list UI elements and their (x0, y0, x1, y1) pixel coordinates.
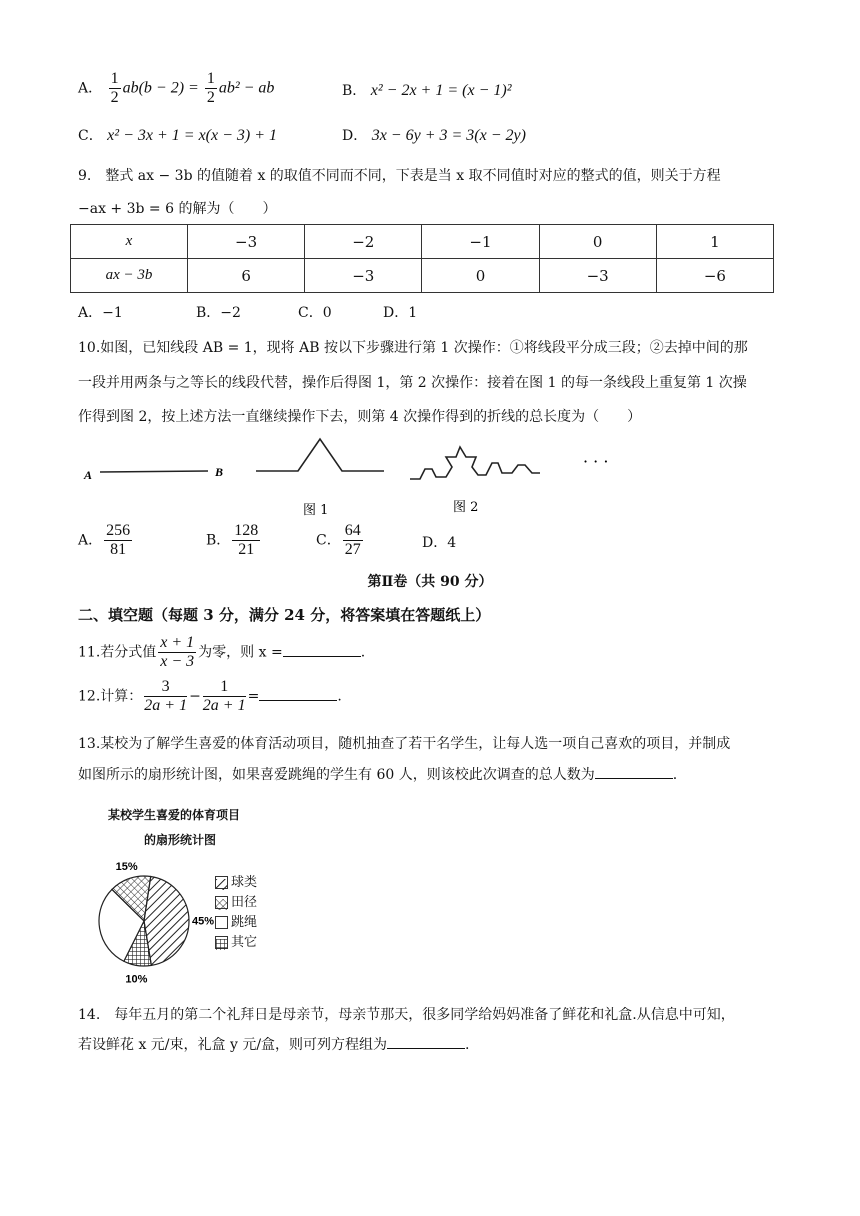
table-header-x: x (71, 225, 188, 259)
slice-label: 45% (191, 915, 215, 928)
q9-line2: −ax + 3b = 6 的解为（ ） (78, 201, 277, 217)
q9-option-d: D．1 (383, 305, 418, 321)
q9-option-b: B．−2 (196, 305, 241, 321)
table-cell: −3 (188, 225, 305, 259)
label-b: B (215, 465, 224, 479)
q8a-fraction: $\frac{1}{2}$ (110, 70, 119, 106)
q11: 11.若分式值 $\frac{x + 1}{x - 3}$ 为零，则 x = . (78, 634, 366, 670)
q8-option-c: C． x² − 3x + 1 = x(x − 3) + 1 (78, 127, 278, 144)
q12: 12.计算： $\frac{3}{2a + 1}$ − $\frac{1}{2a + 1}$ = . (78, 678, 342, 714)
q14-answer-blank[interactable] (387, 1034, 465, 1049)
q10-line3: 作得到图 2，按上述方法一直继续操作下去，则第 4 次操作得到的折线的总长度为（ ） (78, 409, 642, 425)
q10-line2: 一段并用两条与之等长的线段代替，操作后得图 1，第 2 次操作：接着在图 1 的每一条线段上重复第 1 次操 (78, 375, 747, 391)
table-cell: −1 (422, 225, 539, 259)
q10-figure (70, 425, 650, 520)
part2-title: 第Ⅱ卷（共 90 分） (367, 574, 493, 590)
q12-answer-blank[interactable] (259, 686, 337, 701)
table-cell: 1 (656, 225, 773, 259)
slice-label: 15% (115, 860, 138, 873)
continuation-dots: · · · (583, 452, 609, 471)
q13-line2: 如图所示的扇形统计图，如果喜爱跳绳的学生有 60 人，则该校此次调查的总人数为 . (78, 764, 677, 784)
figure-2-label: 图 2 (453, 500, 479, 515)
table-header-expr: ax − 3b (71, 259, 188, 293)
table-cell: −3 (305, 259, 422, 293)
legend-item: 其它 (215, 933, 257, 953)
q10-option-c: C． $\frac{64}{27}$ (316, 522, 361, 558)
legend-item: 跳绳 (215, 913, 257, 933)
q14-line1: 14. 每年五月的第二个礼拜日是母亲节，母亲节那天，很多同学给妈妈准备了鲜花和礼盒.从信息中可知， (78, 1007, 735, 1023)
q14-line2: 若设鲜花 x 元/束，礼盒 y 元/盒，则可列方程组为 . (78, 1034, 470, 1054)
segment-ab (100, 471, 208, 472)
q9-line1: 9. 整式 ax − 3b 的值随着 x 的取值不同而不同，下表是当 x 取不同值时对应的整式的值，则关于方程 (78, 168, 721, 184)
legend-item: 田径 (215, 893, 257, 913)
table-row (71, 259, 774, 293)
q8-option-b: B． x² − 2x + 1 = (x − 1)² (342, 82, 512, 99)
q13-answer-blank[interactable] (595, 764, 673, 779)
legend-item: 球类 (215, 873, 257, 893)
figure-2-curve (410, 447, 540, 479)
q9-option-a: A．−1 (78, 305, 123, 321)
chart-legend (215, 873, 257, 953)
chart-title: 某校学生喜爱的体育项目 (108, 808, 241, 822)
label-a: A (84, 468, 93, 482)
q10-option-b: B． $\frac{128}{21}$ (206, 522, 259, 558)
table-row (71, 225, 774, 259)
q10-option-d: D．4 (422, 535, 457, 551)
chart-subtitle: 的扇形统计图 (144, 833, 217, 847)
q9-option-c: C．0 (298, 305, 332, 321)
table-cell: 6 (188, 259, 305, 293)
table-cell: −2 (305, 225, 422, 259)
q10-line1: 10.如图，已知线段 AB = 1，现将 AB 按以下步骤进行第 1 次操作：①将线段平分成三段；②去掉中间的那 (78, 340, 748, 356)
figure-1-curve (256, 439, 384, 471)
pie-slice-0 (144, 877, 189, 966)
q8-option-a: A． $\frac{1}{2}$ ab(b − 2) = $\frac{1}{2}$ ab² − ab (78, 70, 275, 106)
q11-answer-blank[interactable] (283, 642, 361, 657)
table-cell: −6 (656, 259, 773, 293)
q13-line1: 13.某校为了解学生喜爱的体育活动项目，随机抽查了若干名学生，让每人选一项自己喜欢的项目，并制成 (78, 736, 731, 752)
table-cell: 0 (539, 225, 656, 259)
q10-option-a: A． $\frac{256}{81}$ (78, 522, 131, 558)
pie-chart (92, 803, 282, 983)
q9-table (70, 224, 774, 293)
figure-1-label: 图 1 (303, 503, 329, 518)
table-cell: 0 (422, 259, 539, 293)
q8-option-d: D． 3x − 6y + 3 = 3(x − 2y) (342, 127, 526, 144)
table-cell: −3 (539, 259, 656, 293)
section2-title: 二、填空题（每题 3 分，满分 24 分，将答案填在答题纸上） (78, 606, 491, 624)
slice-label: 10% (125, 973, 148, 983)
q8a-fraction-2: $\frac{1}{2}$ (206, 70, 215, 106)
